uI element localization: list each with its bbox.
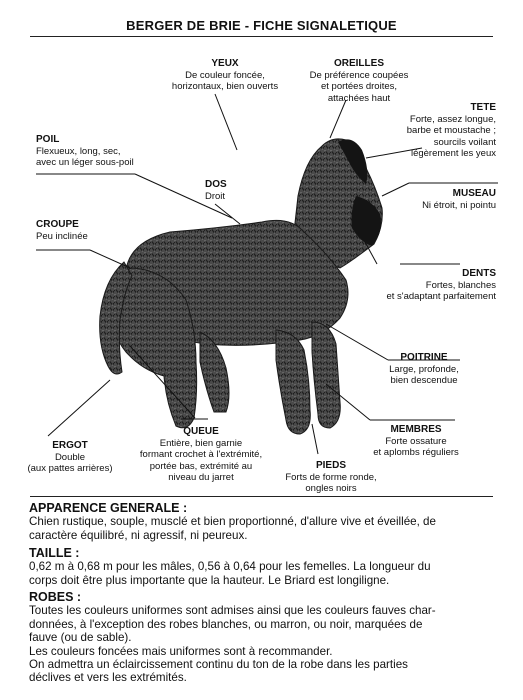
section-taille: TAILLE : 0,62 m à 0,68 m pour les mâles, 0,56 à 0,64 pour les femelles. La longueur du corps doit être plus importante que la hauteur. Le Briard est longiligne. [29,546,431,587]
label-ergot: ERGOT Double (aux pattes arrières) [27,440,113,474]
document-title: BERGER DE BRIE - FICHE SIGNALETIQUE [126,18,397,33]
label-croupe: CROUPE Peu inclinée [36,219,88,242]
label-museau: MUSEAU Ni étroit, ni pointu [422,188,496,211]
label-membres: MEMBRES Forte ossature et aplombs réguliers [373,424,459,458]
label-poitrine: POITRINE Large, profonde, bien descendue [389,352,459,386]
label-poil: POIL Flexueux, long, sec, avec un léger sous-poil [36,134,134,168]
label-yeux: YEUX De couleur foncée, horizontaux, bien ouverts [171,58,279,92]
label-pieds: PIEDS Forts de forme ronde, ongles noirs [285,460,377,494]
label-oreilles: OREILLES De préférence coupées et portées droites, attachées haut [309,58,409,104]
label-dents: DENTS Fortes, blanches et s'adaptant parfaitement [386,268,496,302]
label-tete: TETE Forte, assez longue, barbe et moustache ; sourcils voilant légèrement les yeux [406,102,496,159]
label-dos: DOS Droit [205,179,227,202]
section-robes: ROBES : Toutes les couleurs uniformes sont admises ainsi que les couleurs fauves char- données, à l'exception des robes blanches, ou marron, ou noir, marquées de fauve (ou de sable). Les couleurs foncées mais uniformes sont à recommander. On admettra un éclaircissement continu du ton de la robe dans les parties déclives et vers les extrémités. [29,590,436,685]
section-apparence-generale: APPARENCE GENERALE : Chien rustique, souple, musclé et bien proportionné, d'allure vive et éveillée, de caractère équilibré, ni agressif, ni peureux. [29,501,436,542]
label-queue: QUEUE Entière, bien garnie formant crochet à l'extrémité, portée bas, extrémité au niveau du jarret [139,426,263,483]
